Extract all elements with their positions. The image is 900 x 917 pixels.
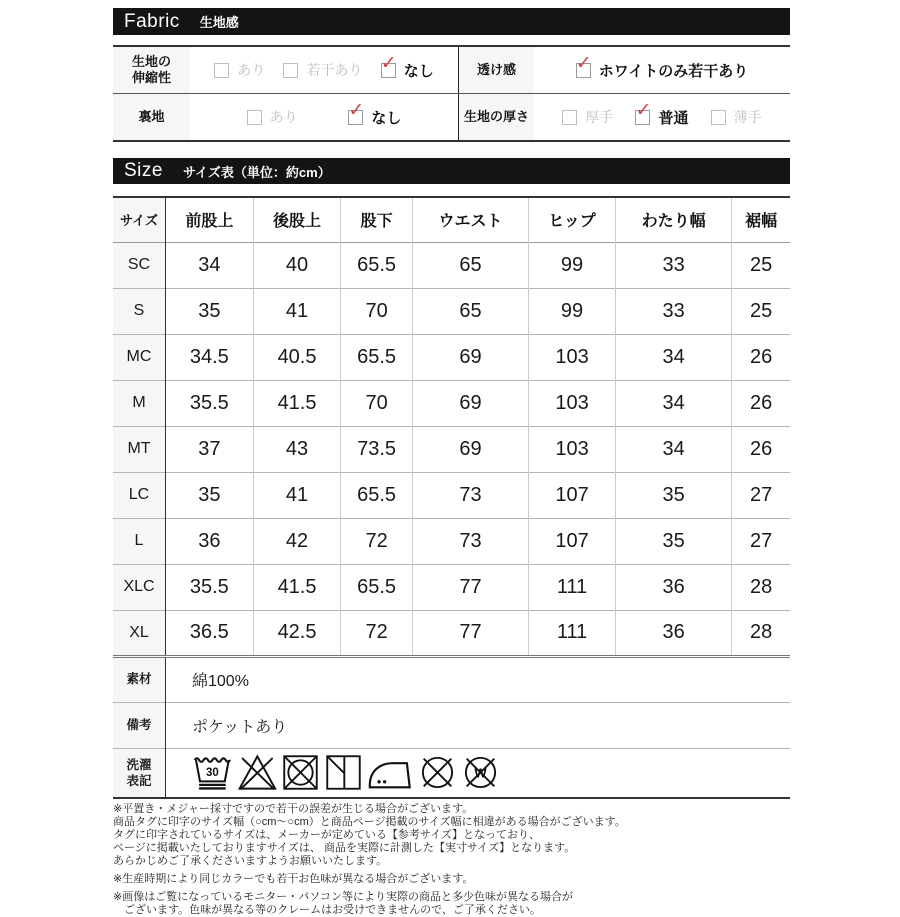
checkbox-option-unchecked [283,60,362,80]
size-row-XL [113,610,790,656]
size-cell: 40 [253,242,341,288]
checkbox-option-unchecked [247,107,298,127]
size-cell: 43 [253,426,341,472]
size-cell: 77 [412,610,528,656]
size-cell: 41 [253,472,341,518]
size-row-SC [113,242,790,288]
size-cell: 26 [732,334,790,380]
fabric-title-ja: 生地感 [199,15,239,30]
size-cell: 33 [615,242,731,288]
size-cell: 36 [615,564,731,610]
size-cell: 111 [529,610,616,656]
checkbox-option-label: ホワイトのみ若干あり [598,62,749,80]
checkbox-option-checked [575,52,749,81]
footnote-monitor-line1: ※画像はご覧になっているモニター・パソコン等により実際の商品と多少色味が異なる場合が [113,891,573,903]
size-cell: 99 [529,288,616,334]
line-dry-shade-icon [324,753,363,792]
size-cell: 70 [341,380,412,426]
size-cell: 99 [529,242,616,288]
size-cell: 27 [732,518,790,564]
size-row-S [113,288,790,334]
footnote-line: 商品タグに印字のサイズ幅（○cm～○cm）と商品ページ掲載のサイズ幅に相違がある場合がございます。 [113,816,626,828]
size-cell: 26 [732,426,790,472]
size-col-header-size: サイズ [113,197,166,242]
footnote-block-measurement [113,803,790,868]
fabric-label-lining [113,94,190,140]
size-cell: 35.5 [166,380,254,426]
fabric-title-en: Fabric [124,10,180,32]
size-row-MT [113,426,790,472]
size-table-body [113,242,790,656]
size-col-header: 裾幅 [732,197,790,242]
fabric-label-thickness-text: 生地の厚さ [463,108,529,124]
size-cell: 107 [529,472,616,518]
size-cell: 36 [615,610,731,656]
size-row-XLC [113,564,790,610]
fabric-label-stretch-line2: 伸縮性 [131,70,171,85]
checkbox-icon [247,110,262,125]
size-cell: 70 [341,288,412,334]
checkbox-icon [283,63,298,78]
size-cell: 73.5 [341,426,412,472]
size-col-header: 股下 [341,197,412,242]
checkbox-option-label: 普通 [658,109,689,127]
size-col-header: ウエスト [412,197,528,242]
size-title-en: Size [124,160,163,181]
svg-text:W: W [474,765,487,781]
size-cell: 28 [732,610,790,656]
size-cell: 34 [166,242,254,288]
size-cell: 72 [341,610,412,656]
check-icon: ✓ [635,99,652,121]
fabric-thickness-options [534,94,790,140]
footnote-monitor-line2: ございます。色味が異なる等のクレームはお受けできませんので、ご了承ください。 [124,904,541,916]
size-cell: 73 [412,518,528,564]
checkbox-option-label: あり [237,62,266,78]
checkbox-icon [562,110,577,125]
size-cell: 41.5 [253,564,341,610]
size-cell: 27 [732,472,790,518]
check-icon: ✓ [348,99,365,121]
footnote-block-monitor [113,891,790,917]
fabric-row-1 [113,47,790,93]
product-spec-page [113,0,790,917]
size-cell: 69 [412,380,528,426]
laundry-label-line2: 表記 [126,773,152,788]
wash-30-icon [192,753,233,792]
size-row-MC [113,334,790,380]
material-value: 綿100% [192,673,249,690]
checkbox-option-checked [380,52,434,81]
laundry-label [113,748,166,798]
checkbox-option-unchecked [214,60,265,80]
size-cell: 65.5 [341,564,412,610]
fabric-row-2 [113,93,790,140]
checkbox-option-label: なし [403,62,434,80]
size-cell: 65 [412,288,528,334]
checkbox-option-label: 薄手 [733,109,762,125]
size-cell: 26 [732,380,790,426]
size-row-label: MT [113,426,166,472]
size-cell: 25 [732,242,790,288]
size-cell: 42 [253,518,341,564]
footnote-line: ページに掲載いたしておりますサイズは、 商品を実際に計測した【実寸サイズ】となります。 [113,842,576,854]
size-cell: 35 [615,518,731,564]
checkbox-icon [635,99,652,125]
size-col-header: 後股上 [253,197,341,242]
size-col-header: 前股上 [166,197,254,242]
size-cell: 34 [615,380,731,426]
size-row-label: MC [113,334,166,380]
size-cell: 107 [529,518,616,564]
material-row [113,656,790,702]
laundry-label-line1: 洗濯 [126,757,152,772]
size-col-header: ヒップ [529,197,616,242]
size-cell: 41 [253,288,341,334]
size-header-row [113,197,790,242]
check-icon: ✓ [380,52,397,74]
footnote-block-color-lot: ※生産時期により同じカラーでも若干お色味が異なる場合がございます。 [113,873,474,885]
size-cell: 65 [412,242,528,288]
size-cell: 72 [341,518,412,564]
size-section-header [113,158,790,184]
checkbox-icon [380,52,397,78]
checkbox-icon [348,99,365,125]
size-row-label: S [113,288,166,334]
fabric-label-sheer [458,47,534,93]
remarks-row [113,702,790,748]
no-wet-clean-icon [461,753,500,792]
fabric-label-thickness [458,94,534,140]
size-cell: 25 [732,288,790,334]
fabric-stretch-options [190,47,458,93]
size-table [113,196,790,799]
svg-text:30: 30 [205,767,219,780]
fabric-label-stretch [113,47,190,93]
fabric-lining-options [190,94,458,140]
size-cell: 69 [412,426,528,472]
size-cell: 34 [615,426,731,472]
checkbox-option-label: 若干あり [306,62,363,78]
fabric-section-header [113,8,790,35]
size-cell: 35 [166,288,254,334]
size-cell: 65.5 [341,242,412,288]
size-cell: 34.5 [166,334,254,380]
material-label: 素材 [113,656,166,702]
footnote-line: タグに印字されているサイズは、メーカーが定めている【参考サイズ】となっており、 [113,829,541,841]
size-cell: 40.5 [253,334,341,380]
size-cell: 35 [166,472,254,518]
size-row-LC [113,472,790,518]
laundry-icons [192,753,790,792]
size-cell: 28 [732,564,790,610]
size-table-head [113,197,790,242]
size-cell: 103 [529,380,616,426]
size-cell: 37 [166,426,254,472]
size-cell: 42.5 [253,610,341,656]
laundry-icons-cell [166,748,791,798]
fabric-label-lining-text: 裏地 [138,108,165,124]
size-cell: 73 [412,472,528,518]
no-tumble-dry-icon [281,753,320,792]
checkbox-option-label: 厚手 [585,109,614,125]
size-cell: 41.5 [253,380,341,426]
iron-icon [367,753,413,792]
fabric-sheer-options [534,47,790,93]
size-cell: 111 [529,564,616,610]
fabric-label-stretch-line1: 生地の [131,53,171,69]
size-cell: 65.5 [341,472,412,518]
fabric-label-sheer-text: 透け感 [476,61,516,77]
size-row-label: XLC [113,564,166,610]
checkbox-option-label: あり [269,109,298,125]
size-row-label: L [113,518,166,564]
size-row-M [113,380,790,426]
checkbox-icon [214,63,229,78]
size-cell: 69 [412,334,528,380]
checkbox-option-checked [348,99,402,128]
size-cell: 77 [412,564,528,610]
size-col-header: わたり幅 [615,197,731,242]
footnote-line: ※平置き・メジャー採寸ですので若干の誤差が生じる場合がございます。 [113,803,474,815]
no-bleach-icon [237,753,278,792]
no-dry-clean-icon [418,753,457,792]
size-cell: 103 [529,334,616,380]
size-cell: 35 [615,472,731,518]
checkbox-option-unchecked [711,107,762,127]
size-table-info [113,656,790,798]
checkbox-option-unchecked [562,107,613,127]
checkbox-icon [575,52,592,78]
size-cell: 36.5 [166,610,254,656]
checkbox-option-checked [635,99,689,128]
laundry-row [113,748,790,798]
checkbox-icon [711,110,726,125]
size-title-ja: サイズ表（単位：約cm） [182,164,331,180]
size-row-label: XL [113,610,166,656]
size-cell: 103 [529,426,616,472]
size-row-label: LC [113,472,166,518]
remarks-label: 備考 [113,702,166,748]
size-row-L [113,518,790,564]
footnote-line: あらかじめご了承くださいますようお願いいたします。 [113,855,388,867]
checkbox-option-label: なし [371,109,402,127]
size-cell: 33 [615,288,731,334]
fabric-table [113,45,790,142]
size-cell: 35.5 [166,564,254,610]
size-cell: 65.5 [341,334,412,380]
size-row-label: M [113,380,166,426]
size-cell: 36 [166,518,254,564]
size-row-label: SC [113,242,166,288]
remarks-value: ポケットあり [192,718,288,736]
size-cell: 34 [615,334,731,380]
check-icon: ✓ [575,52,592,74]
